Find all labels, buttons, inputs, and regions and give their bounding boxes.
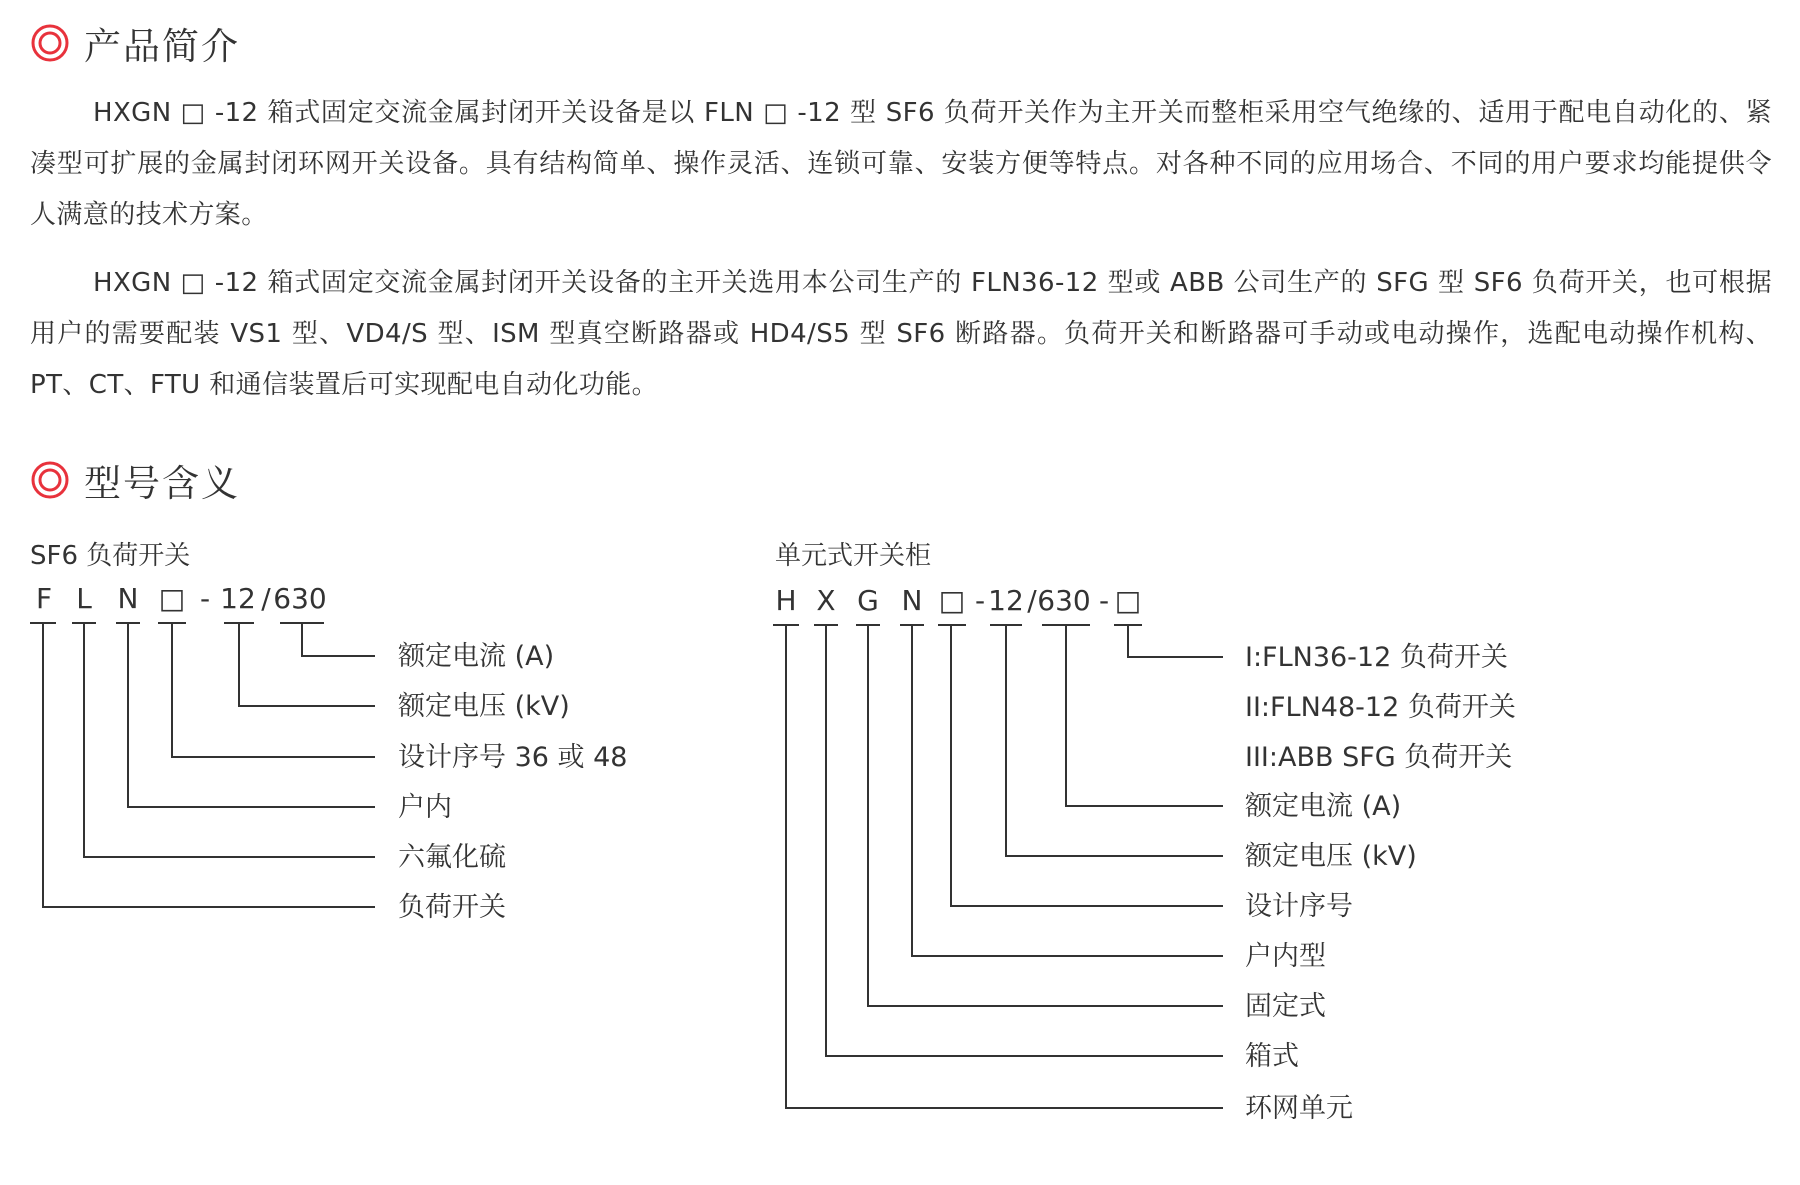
leader-line — [868, 625, 1223, 1006]
right-label: I:FLN36-12 负荷开关 — [1245, 642, 1508, 673]
right-label: 箱式 — [1245, 1041, 1299, 1072]
right-code-char: □ — [938, 584, 966, 617]
right-code-char: H — [775, 584, 797, 617]
left-diagram-caption: SF6 负荷开关 — [30, 541, 191, 571]
right-diagram-caption: 单元式开关柜 — [775, 541, 932, 571]
right-label: 户内型 — [1245, 941, 1326, 972]
right-label: 额定电压 (kV) — [1245, 841, 1417, 872]
right-code-char: - — [974, 584, 986, 617]
left-diagram — [30, 541, 627, 923]
right-diagram — [773, 541, 1516, 1124]
right-code-char: - — [1098, 584, 1110, 617]
right-code-char: 630 — [1037, 584, 1091, 617]
left-label: 负荷开关 — [398, 892, 506, 923]
left-label: 设计序号 36 或 48 — [398, 742, 628, 773]
left-label: 额定电压 (kV) — [398, 691, 570, 722]
right-code-char: X — [816, 584, 836, 617]
left-code-char: / — [261, 582, 271, 615]
leader-line — [1066, 625, 1223, 806]
left-label: 六氟化硫 — [398, 842, 506, 873]
right-label: 额定电流 (A) — [1245, 791, 1402, 822]
right-label: II:FLN48-12 负荷开关 — [1245, 692, 1516, 723]
section-title-text: 型号含义 — [84, 462, 240, 505]
right-label: 固定式 — [1245, 991, 1326, 1022]
intro-paragraph-2: HXGN □ -12 箱式固定交流金属封闭开关设备的主开关选用本公司生产的 FLN36-12 型或 ABB 公司生产的 SFG 型 SF6 负荷开关，也可根据用户的需要配装 VS1 型、VD4/S 型、ISM 型真空断路器或 HD4/S5 型 SF6 断路器。负荷开关和断路器可手动或电动操作，选配电动操作机构、 PT、CT、FTU 和通信装置后可实现配电自动化功能。 — [30, 268, 1772, 400]
left-label: 额定电流 (A) — [398, 641, 555, 672]
left-code-char: □ — [158, 582, 186, 615]
right-code-char: □ — [1114, 584, 1142, 617]
leader-line — [239, 623, 375, 706]
right-label: III:ABB SFG 负荷开关 — [1245, 742, 1513, 773]
left-label: 户内 — [398, 792, 452, 823]
leader-line — [172, 623, 375, 757]
right-label: 设计序号 — [1245, 891, 1353, 922]
leader-line — [951, 625, 1223, 906]
right-code-char: G — [857, 584, 879, 617]
intro-paragraph-1: HXGN □ -12 箱式固定交流金属封闭开关设备是以 FLN □ -12 型 SF6 负荷开关作为主开关而整柜采用空气绝缘的、适用于配电自动化的、紧凑型可扩展的金属封闭环网开关设备。具有结构简单、操作灵活、连锁可靠、安装方便等特点。对各种不同的应用场合、不同的用户要求均能提供令人满意的技术方案。 — [30, 98, 1772, 230]
leader-line — [302, 623, 375, 656]
leader-line — [826, 625, 1223, 1056]
leader-line — [786, 625, 1223, 1108]
left-code-char: - — [199, 582, 211, 615]
right-code-char: / — [1027, 584, 1037, 617]
left-code-char: 630 — [273, 582, 327, 615]
section-title-text: 产品简介 — [84, 25, 240, 68]
left-code-char: 12 — [220, 582, 256, 615]
leader-line — [1006, 625, 1223, 856]
left-code-char: L — [76, 582, 92, 615]
left-code-char: F — [35, 582, 53, 615]
right-code-char: 12 — [988, 584, 1024, 617]
right-label: 环网单元 — [1245, 1093, 1353, 1124]
leader-line — [1128, 625, 1223, 657]
leader-line — [43, 623, 375, 907]
right-code-char: N — [901, 584, 923, 617]
leader-line — [128, 623, 375, 807]
left-code-char: N — [117, 582, 139, 615]
